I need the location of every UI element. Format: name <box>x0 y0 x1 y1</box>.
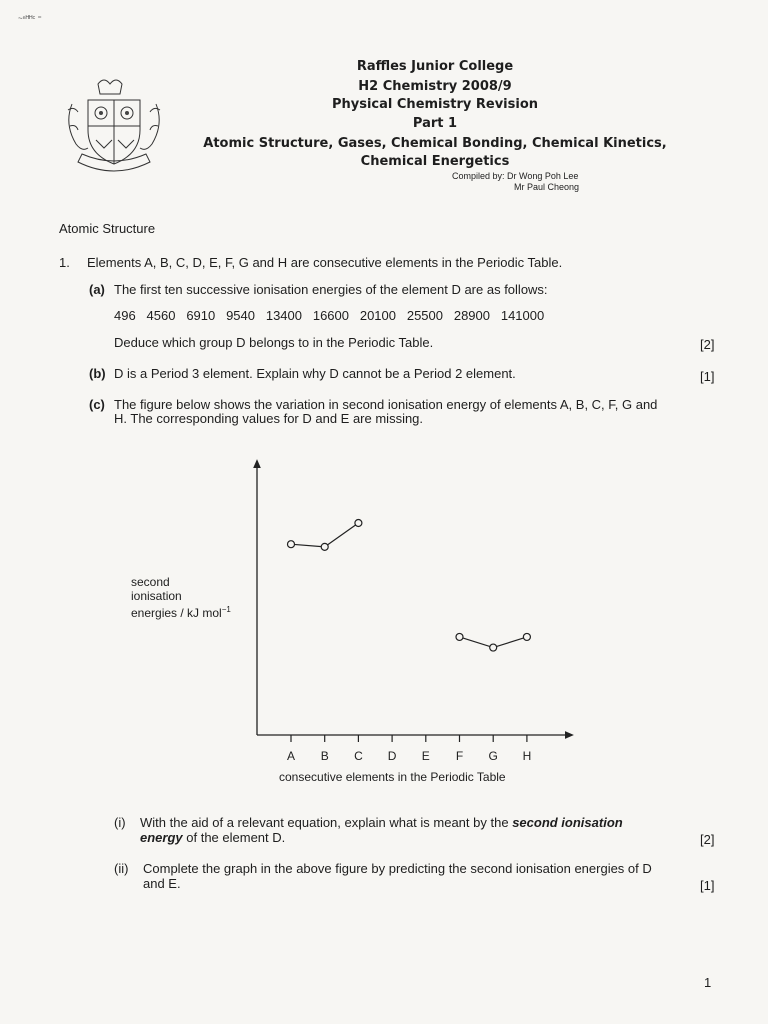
energy-value: 28900 <box>453 308 490 323</box>
part-i-marks: [2] <box>700 832 715 847</box>
question-stem: Elements A, B, C, D, E, F, G and H are consecutive elements in the Periodic Table. <box>87 255 563 270</box>
part-ii-text-line-1: Complete the graph in the above figure by predicting the second ionisation energies of D <box>143 861 652 876</box>
part-i-text-post: of the element D. <box>186 830 286 845</box>
part-c-label: (c) <box>89 397 105 412</box>
y-axis-label-line-1: second <box>131 575 170 589</box>
topics-line-2: Chemical Energetics <box>360 154 510 169</box>
part-label: Part 1 <box>412 116 458 131</box>
question-number: 1. <box>59 255 70 270</box>
college-name: Raffles Junior College <box>356 59 514 74</box>
part-i-text-line-2 <box>140 830 285 846</box>
x-tick-label: H <box>522 749 532 763</box>
part-b-marks: [1] <box>700 369 715 384</box>
energy-value: 9540 <box>226 308 255 323</box>
part-c-text-line-2: H. The corresponding values for D and E are missing. <box>114 411 424 426</box>
course-title: H2 Chemistry 2008/9 <box>358 79 512 94</box>
document-title: Physical Chemistry Revision <box>331 97 539 112</box>
energy-value: 141000 <box>500 308 545 323</box>
data-point <box>288 541 295 548</box>
energy-value: 25500 <box>406 308 443 323</box>
x-tick-label: A <box>286 749 296 763</box>
compiled-by: Compiled by: Dr Wong Poh Lee <box>452 171 579 181</box>
data-point <box>355 520 362 527</box>
part-a-text: The first ten successive ionisation energies of the element D are as follows: <box>114 282 548 297</box>
y-axis-label-line-3 <box>131 603 231 620</box>
x-tick-label: D <box>387 749 397 763</box>
x-tick-label: F <box>455 749 464 763</box>
part-i-text-pre: With the aid of a relevant equation, explain what is meant by the <box>140 815 509 830</box>
data-point <box>523 633 530 640</box>
energy-value: 16600 <box>312 308 349 323</box>
x-axis-label: consecutive elements in the Periodic Table <box>279 770 506 784</box>
part-a-marks: [2] <box>700 337 715 352</box>
part-b-text: D is a Period 3 element. Explain why D cannot be a Period 2 element. <box>114 366 516 381</box>
part-ii-text-line-2: and E. <box>143 876 181 891</box>
topics-line-1: Atomic Structure, Gases, Chemical Bonding, Chemical Kinetics, <box>203 136 667 151</box>
part-i-term: second ionisation <box>512 815 623 830</box>
x-tick-label: G <box>488 749 498 763</box>
page-number: 1 <box>704 975 712 990</box>
part-a-task: Deduce which group D belongs to in the Periodic Table. <box>114 335 434 350</box>
part-i-text-line-1 <box>140 815 623 831</box>
data-point <box>456 633 463 640</box>
energy-value: 20100 <box>359 308 396 323</box>
part-a-label: (a) <box>89 282 105 297</box>
y-axis-label-line-2: ionisation <box>131 589 182 603</box>
part-ii-label: (ii) <box>114 861 129 876</box>
x-tick-label: C <box>354 749 363 763</box>
energy-value: 4560 <box>146 308 176 323</box>
energy-value: 13400 <box>265 308 302 323</box>
data-point <box>321 543 328 550</box>
part-ii-marks: [1] <box>700 878 715 893</box>
part-i-label: (i) <box>114 815 126 830</box>
scan-artifact: ~ⁿᴴᴴᶜ ⁼ <box>18 14 42 23</box>
energy-value: 6910 <box>186 308 216 323</box>
section-title: Atomic Structure <box>59 221 156 236</box>
part-i-term-2: energy <box>140 830 183 845</box>
data-point <box>490 644 497 651</box>
part-b-label: (b) <box>89 366 106 381</box>
part-c-text-line-1: The figure below shows the variation in second ionisation energy of elements A, B, C, F, G and <box>114 397 658 412</box>
x-tick-label: E <box>421 749 430 763</box>
energy-value: 496 <box>114 308 136 323</box>
y-axis-unit: energies / kJ mol <box>131 606 222 620</box>
compiled-by-2: Mr Paul Cheong <box>514 182 580 192</box>
x-tick-label: B <box>320 749 329 763</box>
y-axis-unit-exponent: −1 <box>221 605 231 614</box>
